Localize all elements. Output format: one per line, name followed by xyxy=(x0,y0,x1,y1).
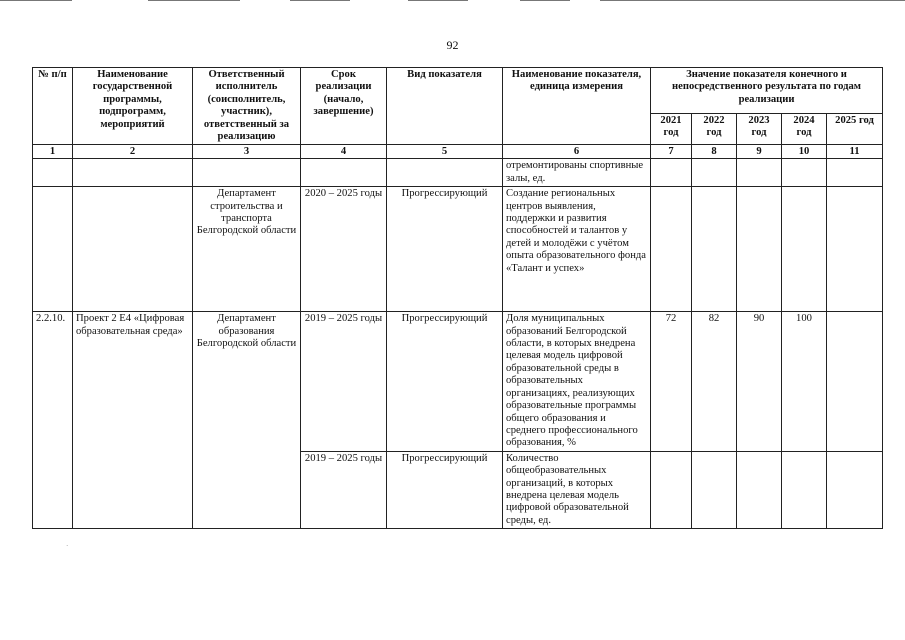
cell-type xyxy=(387,159,503,187)
cell-program xyxy=(73,159,193,187)
cell-value xyxy=(827,451,883,528)
cell-type: Прогрессирующий xyxy=(387,312,503,451)
table-row xyxy=(33,159,883,187)
cell-executor xyxy=(193,159,301,187)
top-edge-line xyxy=(520,0,570,1)
column-number: 2 xyxy=(73,145,193,159)
cell-value: 82 xyxy=(692,312,737,451)
cell-value: 90 xyxy=(737,312,782,451)
cell-value xyxy=(737,451,782,528)
cell-indicator: Создание региональных центров выявления, поддержки и развития способностей и талантов у детей и молодёжи с учётом опыта образовательного фонда «Талант и успех» xyxy=(503,187,651,312)
table-row xyxy=(33,187,883,312)
cell-value xyxy=(737,187,782,312)
column-number: 5 xyxy=(387,145,503,159)
column-number: 8 xyxy=(692,145,737,159)
cell-value xyxy=(651,451,692,528)
cell-num xyxy=(33,187,73,312)
header-indicator-type: Вид показателя xyxy=(387,68,503,145)
cell-indicator: Доля муниципальных образований Белгородской области, в которых внедрена целевая модель цифровой образовательной среды в образовательных организациях, реализующих образовательные программы общего образования и среднего профессионального образования, % xyxy=(503,312,651,451)
top-edge-line xyxy=(408,0,468,1)
cell-value xyxy=(651,187,692,312)
cell-value xyxy=(692,187,737,312)
top-edge-line xyxy=(290,0,350,1)
cell-value xyxy=(782,451,827,528)
cell-value xyxy=(692,451,737,528)
cell-num: 2.2.10. xyxy=(33,312,73,529)
cell-value: 72 xyxy=(651,312,692,451)
scan-mark: · xyxy=(66,542,69,550)
top-edge-line xyxy=(600,0,905,1)
cell-type: Прогрессирующий xyxy=(387,187,503,312)
column-number: 11 xyxy=(827,145,883,159)
cell-term: 2019 – 2025 годы xyxy=(301,312,387,451)
column-number: 7 xyxy=(651,145,692,159)
header-year: 2025 год xyxy=(827,113,883,145)
header-year: 2023 год xyxy=(737,113,782,145)
header-term: Срок реализации (начало, завершение) xyxy=(301,68,387,145)
cell-value xyxy=(827,159,883,187)
cell-executor: Департамент образования Белгородской области xyxy=(193,312,301,529)
cell-program xyxy=(73,187,193,312)
cell-value xyxy=(737,159,782,187)
cell-executor: Департамент строительства и транспорта Белгородской области xyxy=(193,187,301,312)
cell-indicator: отремонтированы спортивные залы, ед. xyxy=(503,159,651,187)
cell-value: 100 xyxy=(782,312,827,451)
header-year: 2021 год xyxy=(651,113,692,145)
cell-value xyxy=(651,159,692,187)
column-number: 10 xyxy=(782,145,827,159)
column-number: 9 xyxy=(737,145,782,159)
top-edge-line xyxy=(0,0,72,1)
cell-type: Прогрессирующий xyxy=(387,451,503,528)
cell-value xyxy=(692,159,737,187)
column-number: 4 xyxy=(301,145,387,159)
cell-program: Проект 2 Е4 «Цифровая образовательная среда» xyxy=(73,312,193,529)
header-year: 2024 год xyxy=(782,113,827,145)
header-indicator-name: Наименование показателя, единица измерения xyxy=(503,68,651,145)
cell-term: 2020 – 2025 годы xyxy=(301,187,387,312)
top-edge-line xyxy=(148,0,240,1)
column-number: 1 xyxy=(33,145,73,159)
column-number-row xyxy=(33,145,883,159)
program-table xyxy=(32,67,883,529)
header-values-group: Значение показателя конечного и непосредственного результата по годам реализации xyxy=(651,68,883,114)
cell-value xyxy=(782,159,827,187)
header-year: 2022 год xyxy=(692,113,737,145)
cell-value xyxy=(827,187,883,312)
column-number: 6 xyxy=(503,145,651,159)
header-row xyxy=(33,68,883,114)
cell-value xyxy=(827,312,883,451)
header-program: Наименование государственной программы, подпрограмм, мероприятий xyxy=(73,68,193,145)
cell-indicator: Количество общеобразовательных организаций, в которых внедрена целевая модель цифровой образовательной среды, ед. xyxy=(503,451,651,528)
header-executor: Ответственный исполнитель (соисполнитель, участник), ответственный за реализацию xyxy=(193,68,301,145)
cell-num xyxy=(33,159,73,187)
cell-value xyxy=(782,187,827,312)
cell-term: 2019 – 2025 годы xyxy=(301,451,387,528)
cell-term xyxy=(301,159,387,187)
table-row xyxy=(33,312,883,451)
page-number: 92 xyxy=(446,38,459,52)
column-number: 3 xyxy=(193,145,301,159)
header-num: № п/п xyxy=(33,68,73,145)
